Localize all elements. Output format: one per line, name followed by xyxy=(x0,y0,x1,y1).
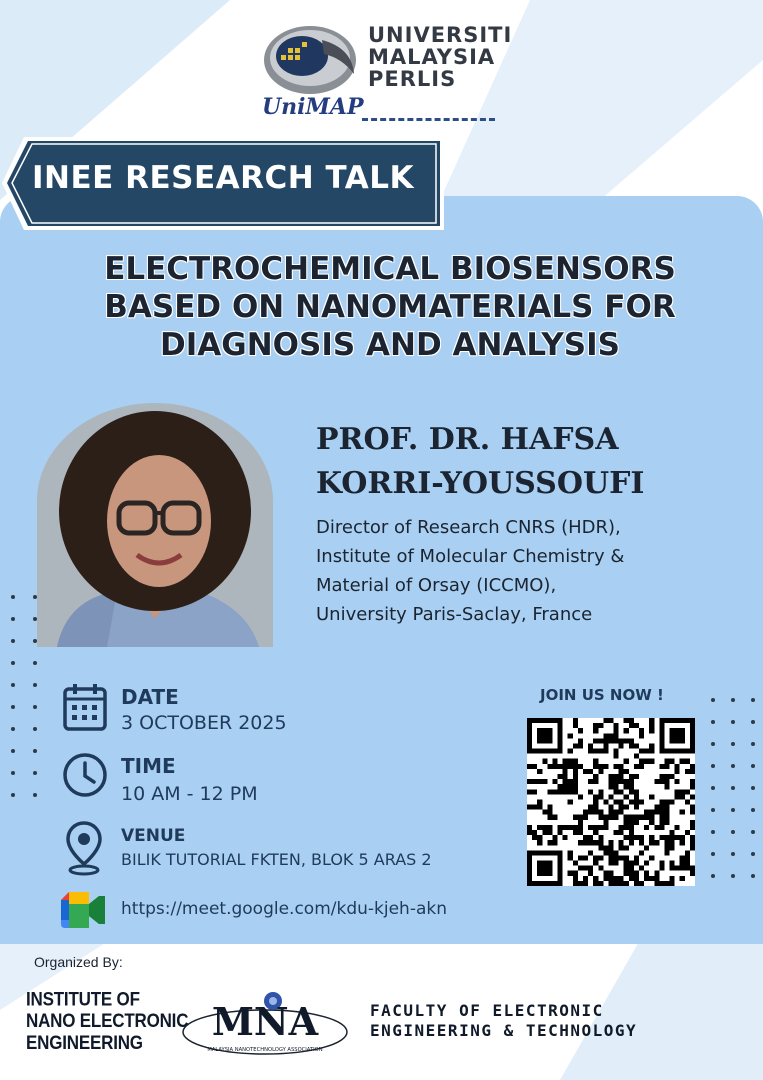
logo-underline xyxy=(362,118,495,121)
speaker-name xyxy=(316,418,756,506)
mna-abbrev: MNA xyxy=(211,999,319,1044)
affiliation-line: Director of Research CNRS (HDR), xyxy=(316,517,621,538)
venue-value: BILIK TUTORIAL FKTEN, BLOK 5 ARAS 2 xyxy=(121,850,432,869)
clock-icon xyxy=(62,752,108,798)
university-name-line: PERLIS xyxy=(368,67,457,91)
talk-title xyxy=(40,250,740,364)
university-name-line: UNIVERSITI xyxy=(368,23,513,47)
date-value: 3 OCTOBER 2025 xyxy=(121,712,287,734)
venue-label: VENUE xyxy=(121,826,186,846)
mna-full-name: MALAYSIA NANOTECHNOLOGY ASSOCIATION xyxy=(207,1047,323,1053)
mna-logo-mark xyxy=(180,987,350,1057)
time-value: 10 AM - 12 PM xyxy=(121,783,258,805)
talk-title-line: DIAGNOSIS AND ANALYSIS xyxy=(160,327,620,363)
dot-pattern-right xyxy=(708,696,763,892)
dot-pattern-left xyxy=(8,592,48,802)
mna-logo xyxy=(180,987,350,1057)
organized-by-label: Organized By: xyxy=(34,954,123,970)
time-label: TIME xyxy=(121,754,176,778)
date-label: DATE xyxy=(121,685,179,709)
speaker-name-line: PROF. DR. HAFSA xyxy=(316,422,619,457)
speaker-affiliation xyxy=(316,513,756,629)
faculty-name-line: FACULTY OF ELECTRONIC xyxy=(370,1001,604,1020)
talk-title-line: BASED ON NANOMATERIALS FOR xyxy=(104,289,676,325)
faculty-name-line: ENGINEERING & TECHNOLOGY xyxy=(370,1021,638,1040)
speaker-name-line: KORRI-YOUSSOUFI xyxy=(316,466,645,501)
inee-logo xyxy=(26,988,188,1054)
university-name-line: MALAYSIA xyxy=(368,45,496,69)
location-pin-icon xyxy=(64,820,104,876)
faculty-name xyxy=(370,1001,637,1041)
qr-code-icon[interactable] xyxy=(527,718,695,886)
inee-logo-line: ENGINEERING xyxy=(26,1031,143,1054)
unimap-wordmark: UniMAP xyxy=(262,94,364,120)
university-name xyxy=(368,24,512,90)
talk-title-line: ELECTROCHEMICAL BIOSENSORS xyxy=(104,251,676,287)
calendar-icon xyxy=(62,682,108,732)
join-label: JOIN US NOW ! xyxy=(540,686,664,704)
qr-code-pattern xyxy=(527,718,695,886)
inee-logo-line: NANO ELECTRONIC xyxy=(26,1009,189,1032)
portrait-image xyxy=(37,403,273,647)
affiliation-line: Institute of Molecular Chemistry & xyxy=(316,546,625,567)
meet-link[interactable]: https://meet.google.com/kdu-kjeh-akn xyxy=(121,899,448,919)
speaker-portrait xyxy=(37,403,273,647)
banner-label: INEE RESEARCH TALK xyxy=(32,160,415,196)
affiliation-line: University Paris-Saclay, France xyxy=(316,604,593,625)
google-meet-icon xyxy=(59,890,107,930)
inee-logo-line: INSTITUTE OF xyxy=(26,988,140,1010)
affiliation-line: Material of Orsay (ICCMO), xyxy=(316,575,557,596)
